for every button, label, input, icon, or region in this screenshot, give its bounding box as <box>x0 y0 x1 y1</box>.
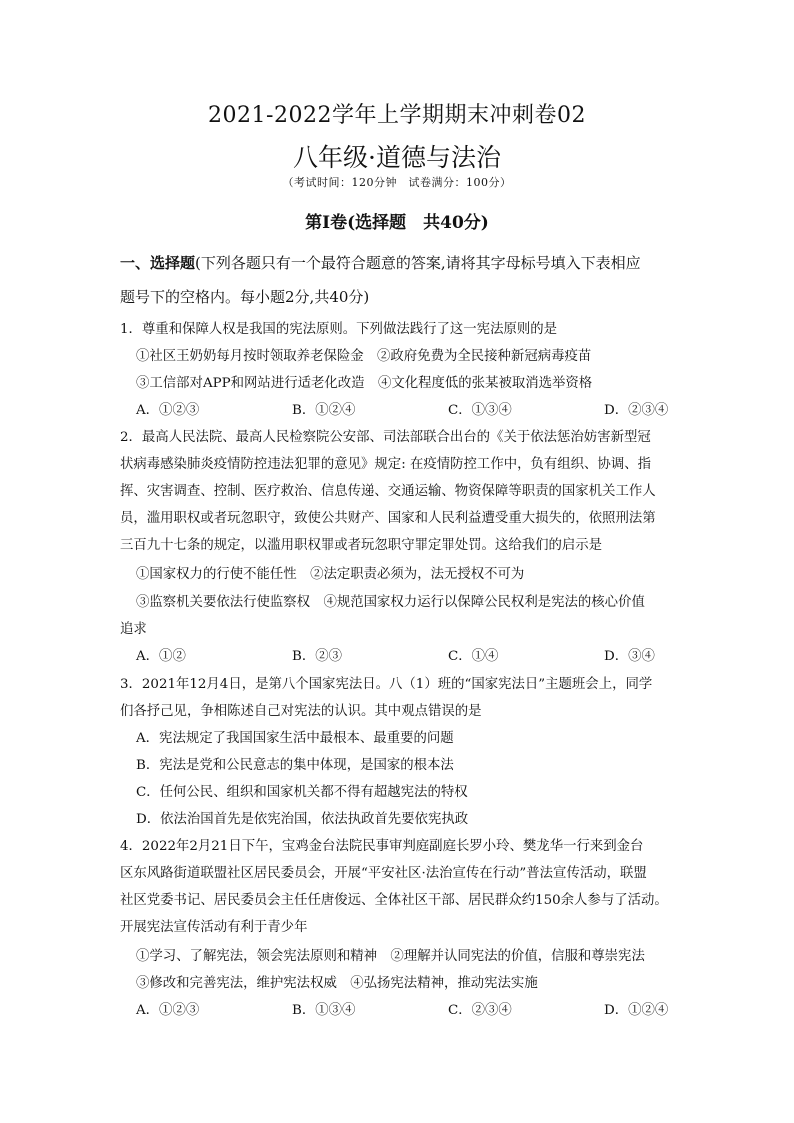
choice-a: A．宪法规定了我国国家生活中最根本、最重要的问题 <box>136 731 454 746</box>
question-statement: ③监察机关要依法行使监察权 ④规范国家权力运行以保障公民权利是宪法的核心价值 <box>136 595 645 610</box>
question-stem: 社区党委书记、居民委员会主任任唐俊远、全体社区干部、居民群众约150余人参与了活动。 <box>120 893 668 908</box>
option-a: A．①② <box>136 649 186 664</box>
exam-info: （考试时间：120分钟 试卷满分：100分） <box>282 176 512 189</box>
exam-title: 2021-2022学年上学期期末冲刺卷02 <box>208 103 586 128</box>
question-stem: 们各抒己见，争相陈述自己对宪法的认识。其中观点错误的是 <box>120 704 482 719</box>
option-c: C．②③④ <box>448 1003 512 1018</box>
question-stem: 三百九十七条的规定，以滥用职权罪或者玩忽职守罪定罪处罚。这给我们的启示是 <box>120 538 603 553</box>
question-stem: 区东风路街道联盟社区居民委员会，开展“平安社区·法治宣传在行动”普法宣传活动，联盟 <box>120 866 647 881</box>
choice-b: B．宪法是党和公民意志的集中体现，是国家的根本法 <box>136 758 454 773</box>
question-statement: ③工信部对APP和网站进行适老化改造 ④文化程度低的张某被取消选举资格 <box>136 376 593 391</box>
instruction-line-2: 题号下的空格内。每小题2分,共40分) <box>120 288 370 306</box>
question-statement: ③修改和完善宪法，维护宪法权威 ④弘扬宪法精神，推动宪法实施 <box>136 976 538 991</box>
option-c: C．①④ <box>448 649 499 664</box>
instruction-line-1: 一、选择题(下列各题只有一个最符合题意的答案,请将其字母标号填入下表相应 <box>120 254 641 272</box>
choice-c: C．任何公民、组织和国家机关都不得有超越宪法的特权 <box>136 785 468 800</box>
option-b: B．②③ <box>292 649 343 664</box>
question-statement: ①社区王奶奶每月按时领取养老保险金 ②政府免费为全民接种新冠病毒疫苗 <box>136 349 592 364</box>
question-statement-tail: 追求 <box>120 622 147 637</box>
section-heading: 一、选择题 <box>120 254 196 272</box>
question-stem: 员，滥用职权或者玩忽职守，致使公共财产、国家和人民利益遭受重大损失的，依照刑法第 <box>120 511 656 526</box>
option-d: D．①②④ <box>604 1003 669 1018</box>
option-b: B．①②④ <box>292 403 356 418</box>
question-stem: 状病毒感染肺炎疫情防控违法犯罪的意见》规定: 在疫情防控工作中，负有组织、协调、指 <box>120 457 651 472</box>
question-stem: 开展宪法宣传活动有利于青少年 <box>120 920 308 935</box>
question-stem: 3．2021年12月4日，是第八个国家宪法日。八（1）班的“国家宪法日”主题班会上，同学 <box>120 677 653 692</box>
question-statement: ①国家权力的行使不能任性 ②法定职责必须为，法无授权不可为 <box>136 567 525 582</box>
question-stem: 4．2022年2月21日下午，宝鸡金台法院民事审判庭副庭长罗小玲、樊龙华一行来到金台 <box>120 839 644 854</box>
option-b: B．①③④ <box>292 1003 356 1018</box>
option-c: C．①③④ <box>448 403 512 418</box>
question-stem: 1．尊重和保障人权是我国的宪法原则。下列做法践行了这一宪法原则的是 <box>120 322 558 337</box>
question-stem: 2．最高人民法院、最高人民检察院公安部、司法部联合出台的《关于依法惩治妨害新型冠 <box>120 430 651 445</box>
option-d: D．②③④ <box>604 403 669 418</box>
option-a: A．①②③ <box>136 1003 200 1018</box>
option-a: A．①②③ <box>136 403 200 418</box>
exam-subject: 八年级·道德与法治 <box>293 143 501 172</box>
question-stem: 挥、灾害调查、控制、医疗救治、信息传递、交通运输、物资保障等职责的国家机关工作人 <box>120 484 656 499</box>
choice-d: D．依法治国首先是依宪治国，依法执政首先要依宪执政 <box>136 812 469 827</box>
option-d: D．③④ <box>604 649 655 664</box>
volume-title: 第Ⅰ卷(选择题 共40分) <box>305 213 489 233</box>
question-statement: ①学习、了解宪法，领会宪法原则和精神 ②理解并认同宪法的价值，信服和尊崇宪法 <box>136 949 645 964</box>
